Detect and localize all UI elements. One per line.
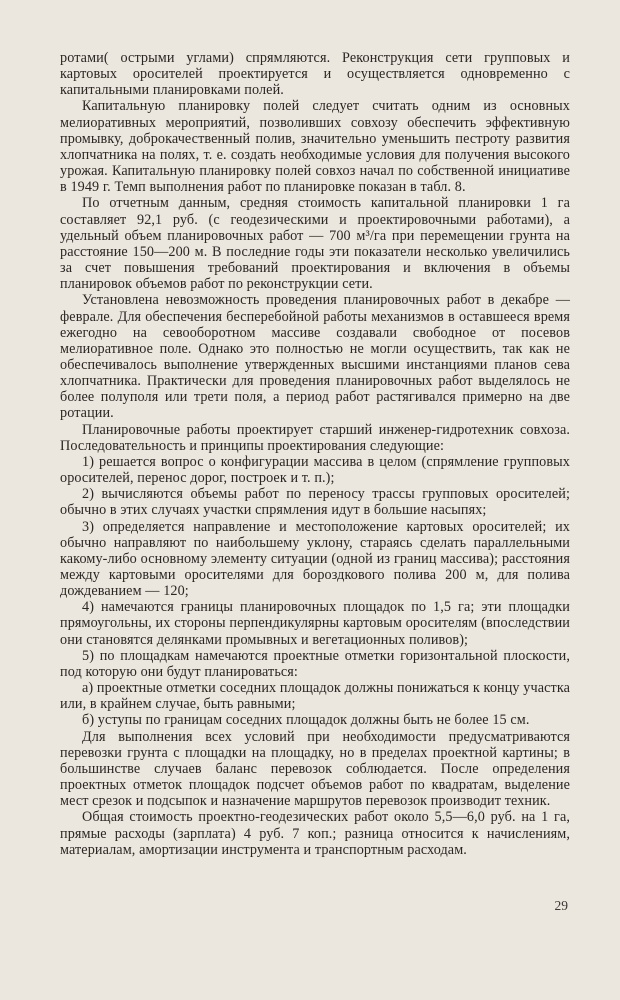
- list-item-1: 1) решается вопрос о конфигурации массива в целом (спрямление групповых оросителей, перенос дорог, построек и т. п.);: [60, 453, 570, 487]
- paragraph-leveling-schedule: Установлена невозможность проведения планировочных работ в декабре — феврале. Для обеспечения бесперебойной работы механизмов в оставшееся время ежегодно на севооборотном массиве создавали свободное от посевов мелиоративное поле. Однако это полностью не могли осуществить, так как не обеспечивалось выполнение утвержденных высшими инстанциями планов сева хлопчатника. Практически для проведения планировочных работ выделялось не более полуполя или трети поля, а период работ растягивался примерно на две ротации.: [60, 292, 570, 422]
- page-number: 29: [554, 898, 568, 913]
- list-item-2: 2) вычисляются объемы работ по переносу трассы групповых оросителей; обычно в этих случаях участки спрямления идут в большие насыпях;: [60, 486, 570, 519]
- paragraph-survey-cost: Общая стоимость проектно-геодезических работ около 5,5—6,0 руб. на 1 га, прямые расходы (зарплата) 4 руб. 7 коп.; разница относится к начислениям, материалам, амортизации инструмента и транспортным расходам.: [60, 809, 570, 858]
- sub-item-a: а) проектные отметки соседних площадок должны понижаться к концу участка или, в крайнем случае, быть равными;: [60, 680, 570, 713]
- body-text: [60, 50, 570, 858]
- list-item-5: 5) по площадкам намечаются проектные отметки горизонтальной плоскости, под которую они будут планироваться:: [60, 647, 570, 680]
- sub-item-b: б) уступы по границам соседних площадок должны быть не более 15 см.: [82, 712, 530, 729]
- paragraph-leveling-cost: По отчетным данным, средняя стоимость капитальной планировки 1 га составляет 92,1 руб. (с геодезическими и проектировочными работами), а удельный объем планировочных работ — 700 м³/га при перемещении грунта на расстояние 150—200 м. В последние годы эти показатели несколько увеличились за счет повышения требований проектирования и включения в объемы планировок объемов работ по реконструкции сети.: [60, 195, 570, 293]
- paragraph-canal-reconstruction-intro: ротами( острыми углами) спрямляются. Реконструкция сети групповых и картовых оросителей проектируется и осуществляется одновременно с капитальными планировками полей.: [60, 50, 570, 99]
- paragraph-design-principles: Планировочные работы проектирует старший инженер-гидротехник совхоза. Последовательность и принципы проектирования следующие:: [60, 421, 570, 454]
- paragraph-soil-transport: Для выполнения всех условий при необходимости предусматриваются перевозки грунта с площадки на площадку, но в пределах проектной картины; в большинстве случаев баланс перевозок соблюдается. После определения проектных отметок площадок подсчет объемов работ по квадратам, выделение мест срезок и подсыпок и назначение маршрутов перевозок производит техник.: [60, 728, 570, 810]
- paragraph-capital-leveling: Капитальную планировку полей следует считать одним из основных мелиоративных мероприятий, позволивших совхозу обеспечить эффективную промывку, доброкачественный полив, значительно уменьшить пестроту развития хлопчатника на полях, т. е. создать необходимые условия для получения высокого урожая. Капитальную планировку полей совхоз начал по собственной инициативе в 1949 г. Темп выполнения работ по планировке показан в табл. 8.: [60, 98, 570, 196]
- list-item-3: 3) определяется направление и местоположение картовых оросителей; их обычно направляют по наибольшему уклону, стараясь сделать параллельными какому-либо основному элементу ситуации (одной из границ массива); расстояния между картовыми оросителями для бороздкового полива 200 м, для полива дождеванием — 120;: [60, 518, 570, 600]
- list-item-4: 4) намечаются границы планировочных площадок по 1,5 га; эти площадки прямоугольны, их стороны перпендикулярны картовым оросителям (впоследствии они становятся делянками промывных и вегетационных поливов);: [60, 599, 570, 648]
